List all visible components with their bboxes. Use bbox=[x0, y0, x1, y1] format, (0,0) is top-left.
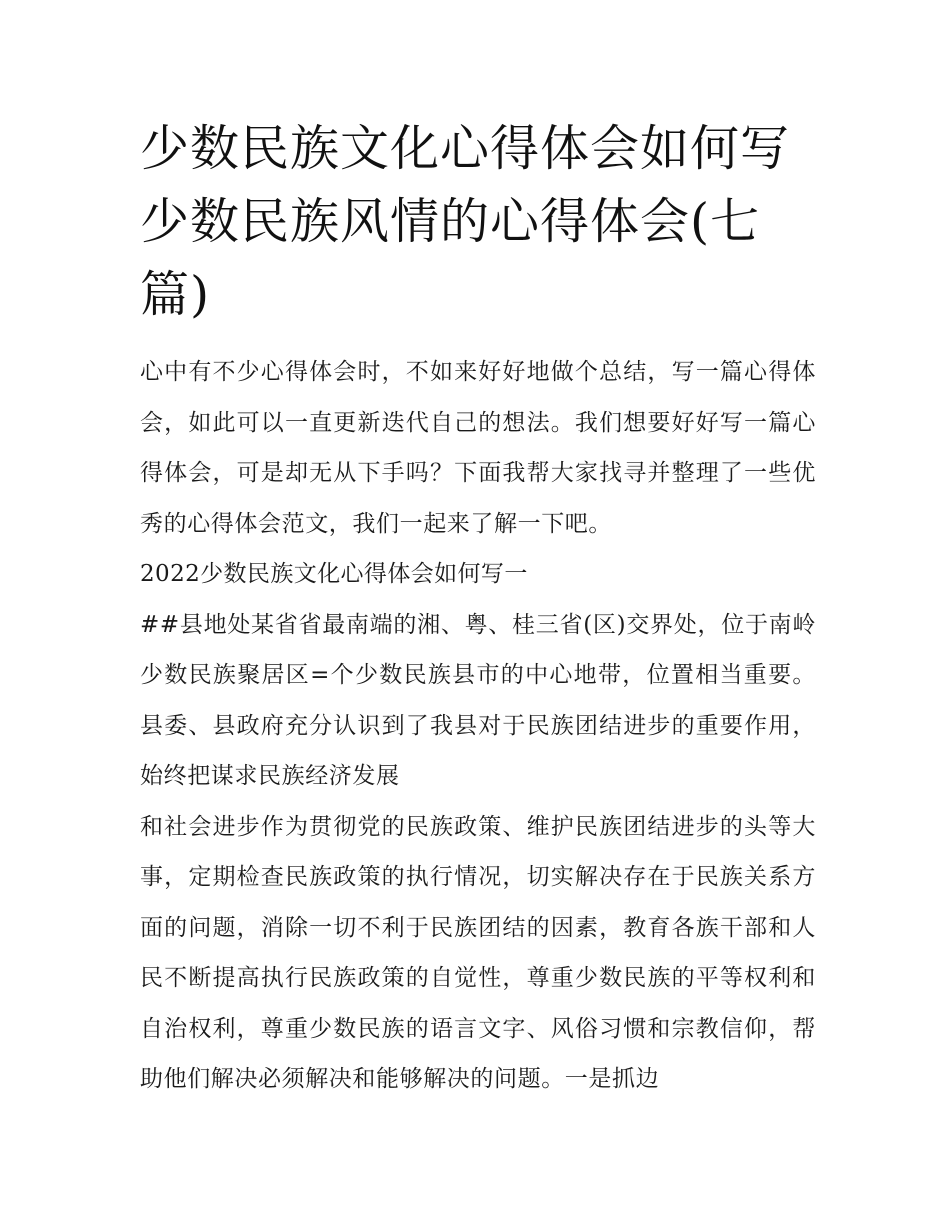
section-heading: 2022少数民族文化心得体会如何写一 bbox=[140, 561, 528, 587]
intro-paragraph: 心中有不少心得体会时，不如来好好地做个总结，写一篇心得体会，如此可以一直更新迭代自己的想法。我们想要好好写一篇心得体会，可是却无从下手吗？下面我帮大家找寻并整理了一些优秀的心得体会范文，我们一起来了解一下吧。 bbox=[140, 359, 816, 537]
document-content bbox=[140, 112, 816, 1105]
body-paragraph-2: 和社会进步作为贯彻党的民族政策、维护民族团结进步的头等大事，定期检查民族政策的执行情况，切实解决存在于民族关系方面的问题，消除一切不利于民族团结的因素，教育各族干部和人民不断提高执行民族政策的自觉性，尊重少数民族的平等权利和自治权利，尊重少数民族的语言文字、风俗习惯和宗教信仰，帮助他们解决必须解决和能够解决的问题。一是抓边 bbox=[140, 813, 816, 1092]
body-paragraph-1: ##县地处某省省最南端的湘、粤、桂三省(区)交界处，位于南岭少数民族聚居区=个少数民族县市的中心地带，位置相当重要。县委、县政府充分认识到了我县对于民族团结进步的重要作用，始终把谋求民族经济发展 bbox=[140, 611, 816, 789]
document-title: 少数民族文化心得体会如何写少数民族风情的心得体会(七篇) bbox=[140, 120, 791, 323]
